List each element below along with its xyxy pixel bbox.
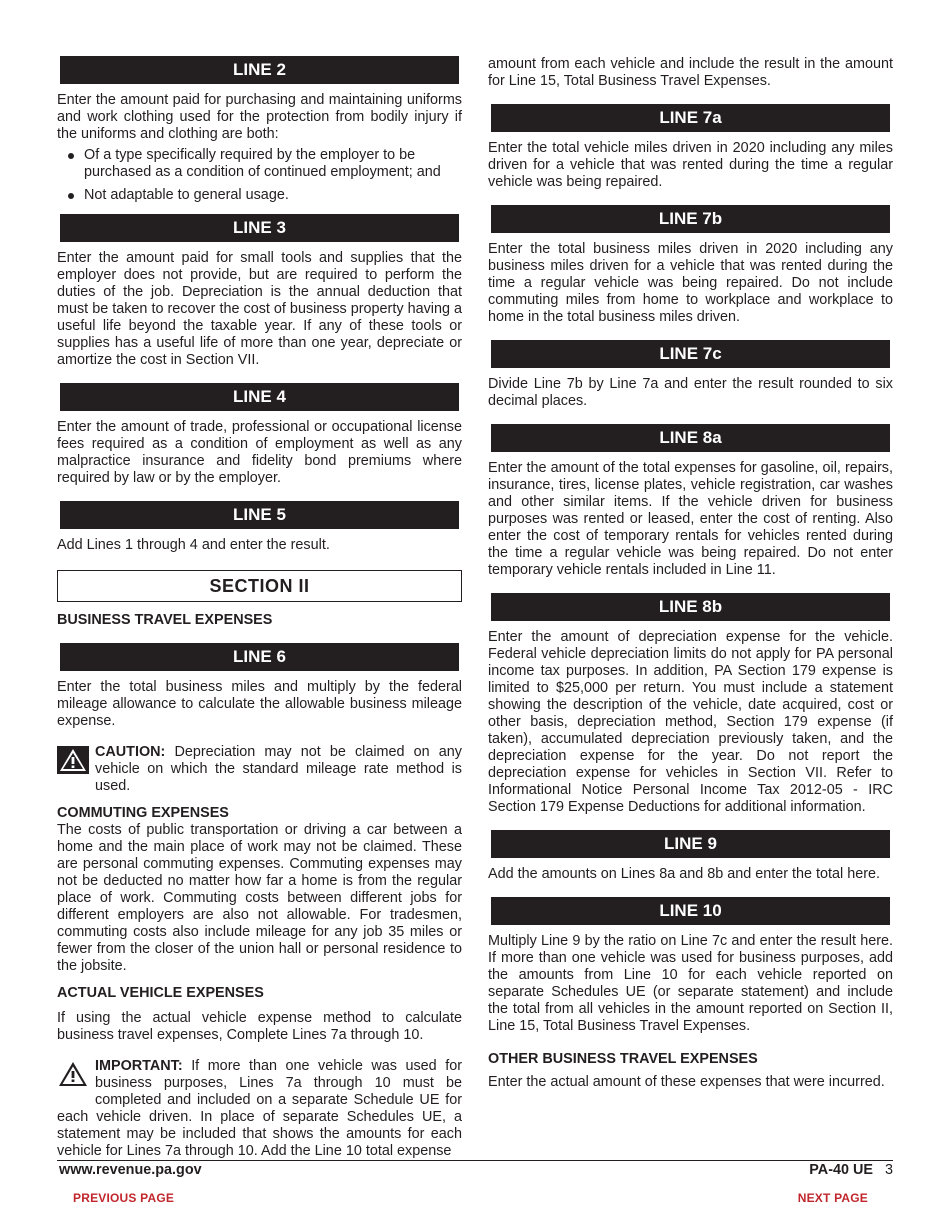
line7a-text: Enter the total vehicle miles driven in 2020 including any miles driven for a vehicle that was rented during the time a regular vehicle was being repaired.	[488, 140, 893, 190]
line10-header: LINE 10	[491, 897, 890, 925]
other-travel-text: Enter the actual amount of these expenses that were incurred.	[488, 1074, 885, 1090]
business-travel-heading: BUSINESS TRAVEL EXPENSES	[57, 612, 273, 628]
continued-text: amount from each vehicle and include the result in the amount for Line 15, Total Business Travel Expenses.	[488, 56, 893, 89]
footer-divider	[57, 1160, 893, 1161]
line5-header: LINE 5	[60, 501, 459, 529]
warning-icon	[57, 1060, 89, 1093]
line7c-header: LINE 7c	[491, 340, 890, 368]
line2-header: LINE 2	[60, 56, 459, 84]
line3-header: LINE 3	[60, 214, 459, 242]
line7a-header: LINE 7a	[491, 104, 890, 132]
commuting-heading: COMMUTING EXPENSES	[57, 805, 229, 821]
footer-page-info	[809, 1162, 893, 1179]
line3-text: Enter the amount paid for small tools and supplies that the employer does not provide, but are required to perform the duties of the job. Depreciation is the annual deduction that must be taken to recover the cost of business property having a useful life beyond the taxable year. If any of these tools or supplies has a useful life of more than one year, depreciate or amortize the cost in Section VII.	[57, 250, 462, 368]
right-column	[488, 56, 893, 1091]
line7b-text: Enter the total business miles driven in 2020 including any business miles driven for a vehicle that was rented during the time a regular vehicle was being repaired. Do not include commuting miles from home to workplace and workplace to home in the total business miles driven.	[488, 241, 893, 325]
line7b-header: LINE 7b	[491, 205, 890, 233]
line2-bullet-list	[57, 147, 462, 204]
line8b-text: Enter the amount of depreciation expense for the vehicle. Federal vehicle depreciation limits do not apply for PA personal income tax purposes. In addition, PA Section 179 expense is limited to $25,000 per return. You must include a statement showing the description of the vehicle, date acquired, cost or other basis, depreciation method, Section 179 expense (if taken), accumulated depreciation previously taken, and the depreciation expense for the year. Do not report the depreciation expense for vehicles in Section VII. Refer to Informational Notice Personal Income Tax 2012-05 - IRC Section 179 Expense Deductions for additional information.	[488, 629, 893, 815]
line9-header: LINE 9	[491, 830, 890, 858]
form-name: PA-40 UE	[809, 1162, 873, 1178]
line9-text: Add the amounts on Lines 8a and 8b and enter the total here.	[488, 866, 881, 882]
line6-text: Enter the total business miles and multiply by the federal mileage allowance to calculate the allowable business mileage expense.	[57, 679, 462, 729]
caution-label: CAUTION:	[95, 744, 166, 760]
list-item: Not adaptable to general usage.	[57, 187, 462, 204]
caution-text: Depreciation may not be claimed on any vehicle on which the standard mileage rate method is used.	[95, 744, 462, 794]
line10-text: Multiply Line 9 by the ratio on Line 7c and enter the result here. If more than one vehicle was used for business purposes, add the amounts from Line 10 for each vehicle reported on separate Schedules UE (or separate statement) and include the total from all vehicles in the amount reported on Section II, Line 15, Total Business Travel Expenses.	[488, 933, 893, 1034]
left-column	[57, 56, 462, 1160]
section2-header: SECTION II	[57, 570, 462, 602]
previous-page-link[interactable]: PREVIOUS PAGE	[73, 1191, 175, 1205]
actual-vehicle-heading: ACTUAL VEHICLE EXPENSES	[57, 985, 264, 1001]
footer-website: www.revenue.pa.gov	[59, 1162, 202, 1178]
line8b-header: LINE 8b	[491, 593, 890, 621]
caution-note	[57, 744, 462, 795]
important-note	[57, 1058, 462, 1160]
line8a-text: Enter the amount of the total expenses for gasoline, oil, repairs, insurance, tires, license plates, vehicle registration, car washes and other similar items. If the vehicle driven for business purposes was rented or leased, enter the cost of renting. Also enter the cost of temporary rentals for vehicles rented during the time a regular vehicle was being repaired. Do not enter temporary vehicle rentals included in Line 11.	[488, 460, 893, 578]
commuting-text: The costs of public transportation or driving a car between a home and the main place of work may not be claimed. These are personal commuting expenses. Commuting expenses may not be deducted no matter how far a home is from the regular place of work. Commuting costs between different jobs for different employers are also not allowable. For tradesmen, commuting costs also include mileage for any job 35 miles or fewer from the closer of the union hall or personal residence to the jobsite.	[57, 822, 462, 974]
page-number: 3	[884, 1162, 893, 1178]
line4-text: Enter the amount of trade, professional or occupational license fees required as a condition of employment as well as any malpractice insurance and fidelity bond premiums where required by law or by the employer.	[57, 419, 462, 486]
line2-text: Enter the amount paid for purchasing and maintaining uniforms and work clothing used for the protection from bodily injury if the uniforms and clothing are both:	[57, 92, 462, 142]
line8a-header: LINE 8a	[491, 424, 890, 452]
list-item: Of a type specifically required by the employer to be purchased as a condition of continued employment; and	[57, 147, 462, 181]
next-page-link[interactable]: NEXT PAGE	[797, 1191, 868, 1205]
important-text: If more than one vehicle was used for business purposes, Lines 7a through 10 must be completed and included on a separate Schedule UE for each vehicle driven. In place of separate Schedules UE, a statement may be included that shows the amounts for each vehicle for Lines 7a through 10. Add the Line 10 total expense	[57, 1058, 462, 1159]
important-label: IMPORTANT:	[95, 1058, 183, 1074]
line7c-text: Divide Line 7b by Line 7a and enter the result rounded to six decimal places.	[488, 376, 893, 409]
line6-header: LINE 6	[60, 643, 459, 671]
line4-header: LINE 4	[60, 383, 459, 411]
line5-text: Add Lines 1 through 4 and enter the result.	[57, 537, 330, 553]
actual-vehicle-text: If using the actual vehicle expense method to calculate business travel expenses, Complete Lines 7a through 10.	[57, 1010, 462, 1043]
warning-icon	[57, 746, 89, 779]
other-travel-heading: OTHER BUSINESS TRAVEL EXPENSES	[488, 1051, 758, 1067]
